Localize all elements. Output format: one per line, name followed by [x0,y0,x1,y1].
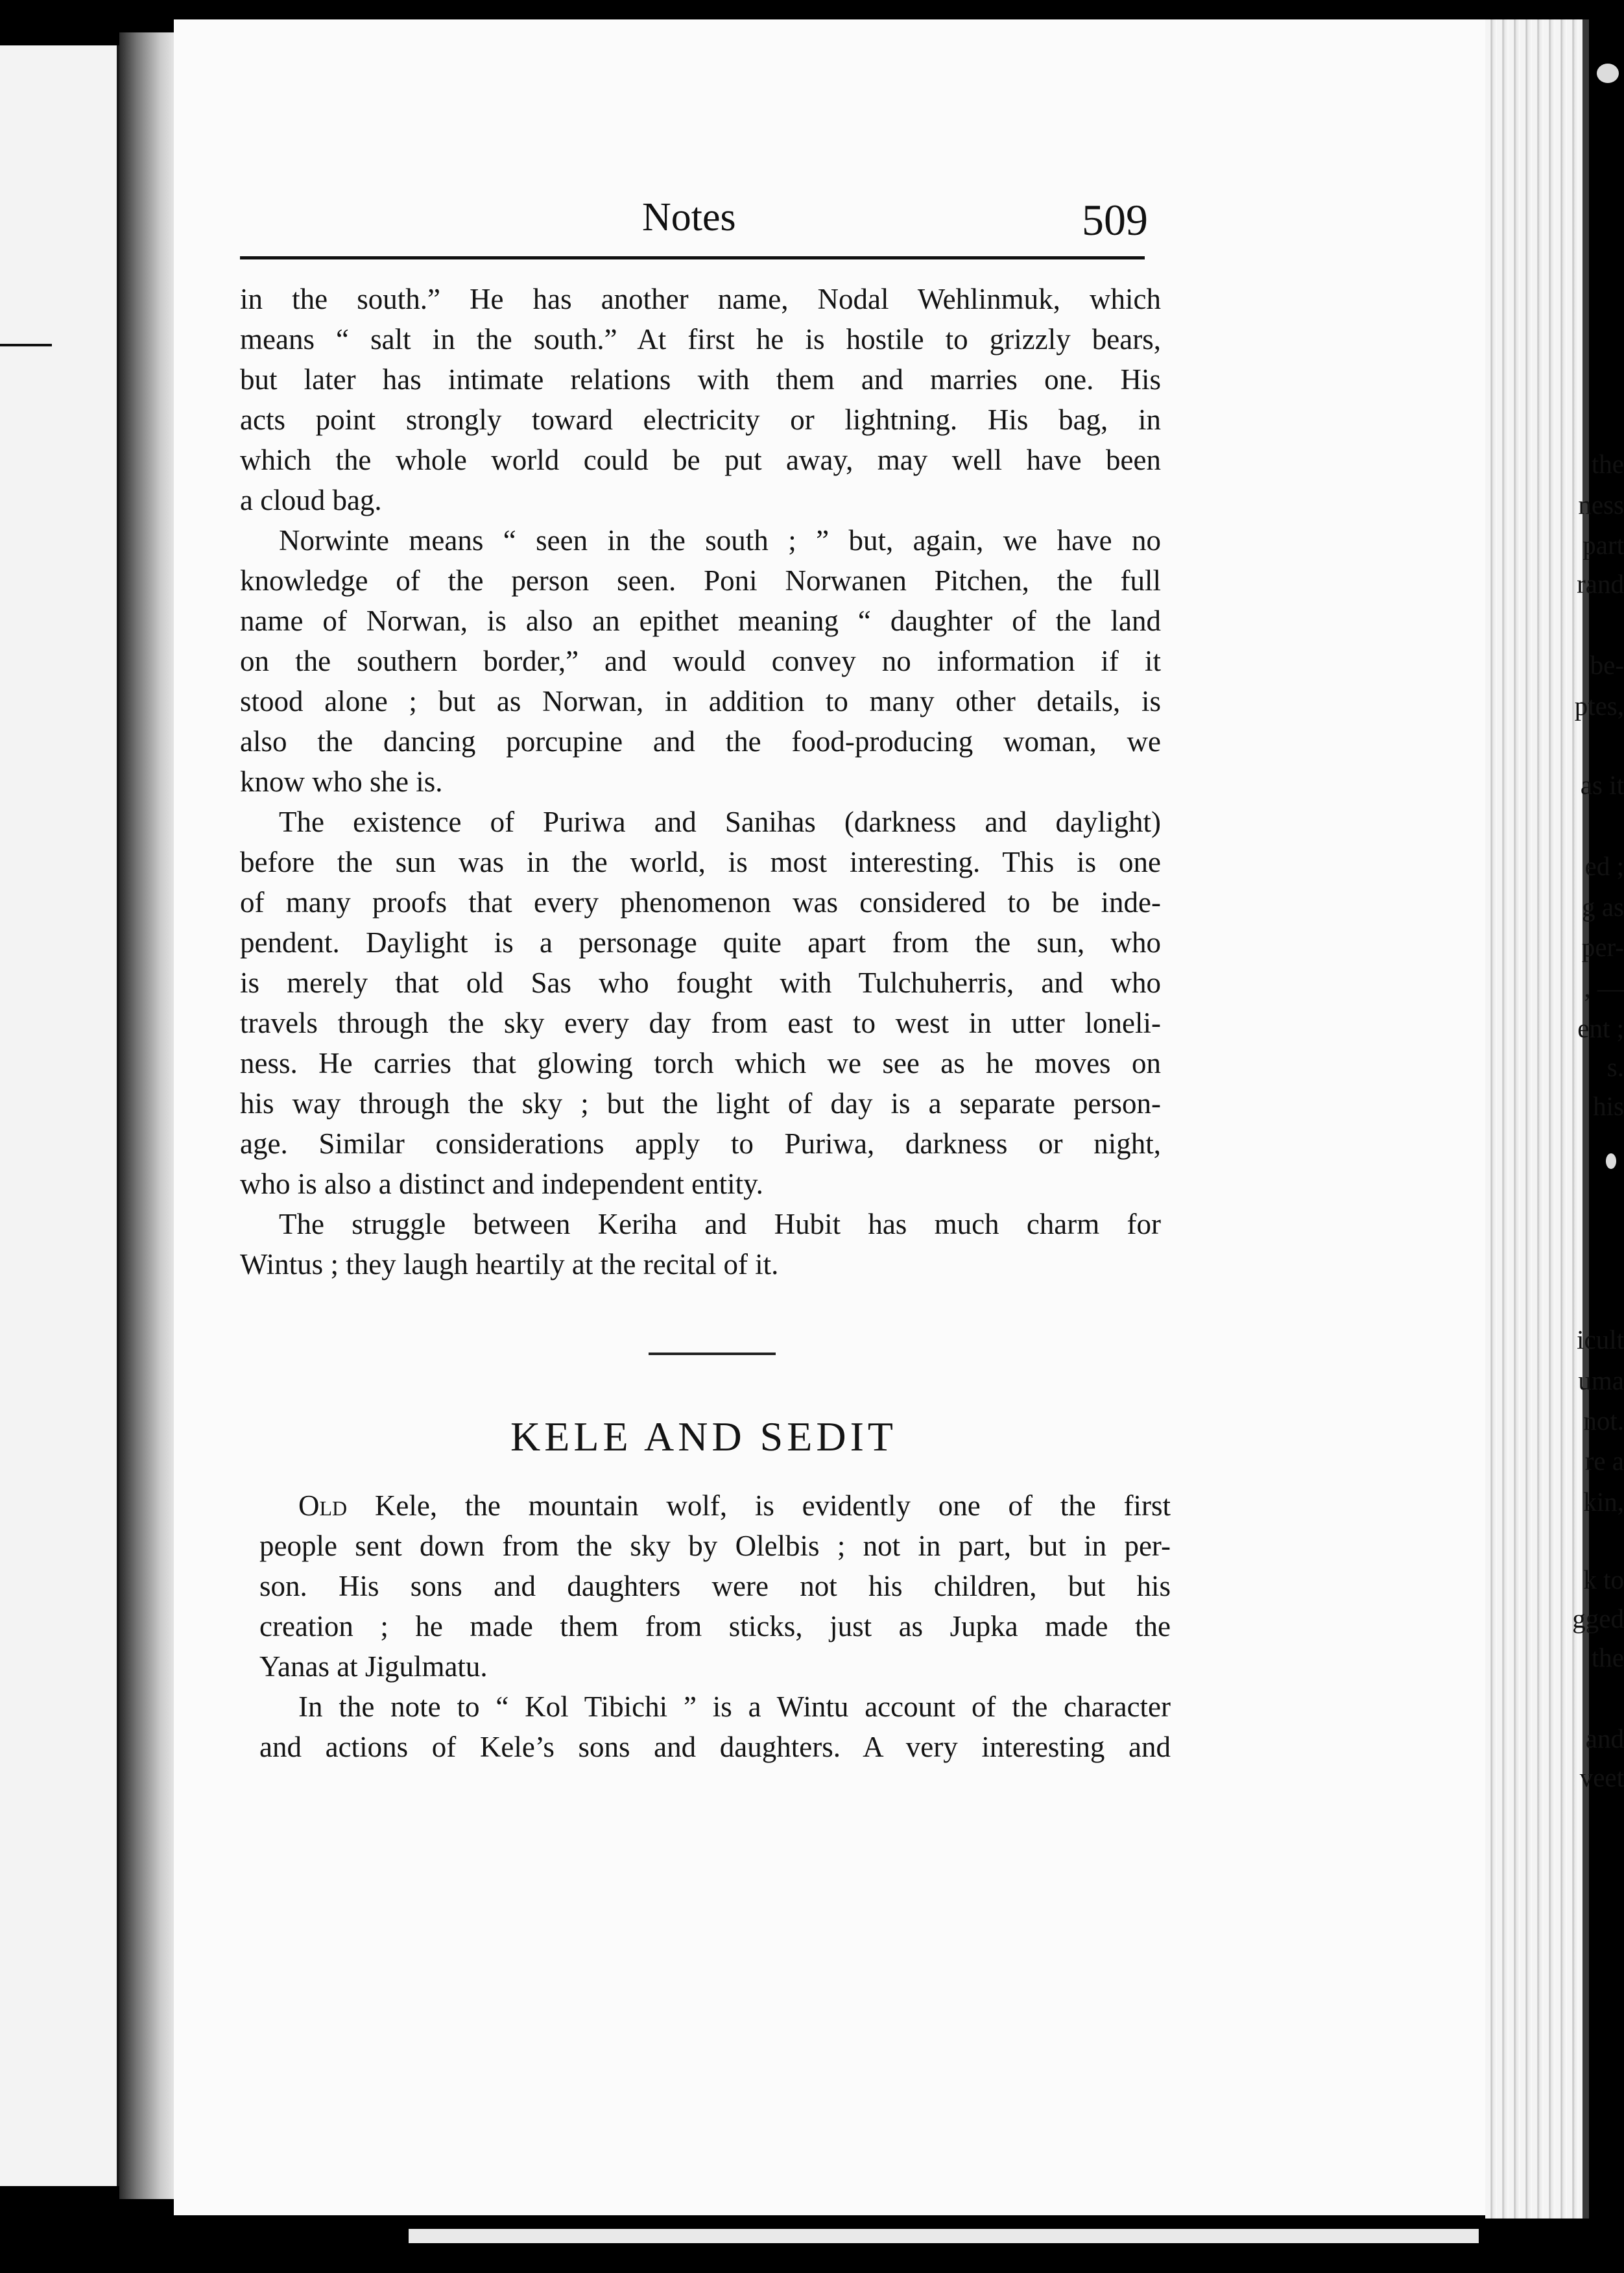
text-line: travels through the sky every day from east to west in utter loneli- [240,1007,1161,1039]
paragraph [240,1204,1161,1284]
bottom-page-edge [409,2229,1479,2243]
text-line: a cloud bag. [240,484,382,516]
text-line: son. His sons and daughters were not his children, but his [259,1570,1171,1602]
facing-page-fragment: uma [1578,1365,1624,1395]
facing-page-fragment: part [1582,530,1624,560]
text-line: before the sun was in the world, is most interesting. This is one [240,846,1161,878]
page-number: 509 [1082,195,1148,245]
smallcaps-lead: Old [298,1489,348,1522]
text-line: creation ; he made them from sticks, just as Jupka made the [259,1610,1171,1642]
text-line-rest: Kele, the mountain wolf, is evidently one of the first [347,1489,1171,1522]
facing-page-rule [0,344,52,346]
facing-page-fragment: re a [1584,1446,1624,1476]
text-line: means “ salt in the south.” At first he is hostile to grizzly bears, [240,323,1161,355]
facing-page-fragment: rand [1577,569,1624,599]
facing-page-fragment: ed ; [1584,851,1624,881]
facing-page-fragment: the [1591,1642,1624,1672]
facing-page-fragment: and [1585,1724,1624,1753]
facing-page-fragment: the [1591,449,1624,479]
facing-page-fragment: his [1593,1091,1624,1121]
text-line: which the whole world could be put away, may well have been [240,444,1161,476]
book-gutter [119,32,178,2199]
text-line: Norwinte means “ seen in the south ; ” but, again, we have no [279,524,1161,557]
facing-page-fragment: icult [1577,1325,1624,1354]
text-line: name of Norwan, is also an epithet meaning “ daughter of the land [240,605,1161,637]
text-line: know who she is. [240,765,443,798]
paragraph [240,279,1161,520]
text-line: The existence of Puriwa and Sanihas (darkness and daylight) [279,806,1161,838]
text-line: also the dancing porcupine and the food-producing woman, we [240,725,1161,758]
text-line: but later has intimate relations with them and marries one. His [240,363,1161,396]
section-title: KELE AND SEDIT [510,1413,897,1460]
text-line: in the south.” He has another name, Nodal Wehlinmuk, which [240,283,1161,315]
facing-page-fragment: be- [1590,650,1624,680]
section-divider [649,1353,776,1355]
text-line: is merely that old Sas who fought with Tulchuherris, and who [240,967,1161,999]
scan-speck [1606,1153,1616,1169]
paragraph [240,520,1161,802]
section-body [259,1485,1171,1767]
paragraph [240,802,1161,1204]
text-line: ness. He carries that glowing torch which we see as he moves on [240,1047,1161,1079]
facing-page-fragment: ptes, [1574,691,1624,721]
facing-page-fragment: s. [1606,1052,1624,1082]
text-line: Wintus ; they laugh heartily at the recital of it. [240,1248,779,1281]
header-rule [240,256,1145,259]
text-line: and actions of Kele’s sons and daughters. A very interesting and [259,1731,1171,1763]
scan-speck [1597,64,1619,83]
facing-page-fragment: ness [1578,490,1624,520]
text-line: knowledge of the person seen. Poni Norwanen Pitchen, the full [240,564,1161,597]
paragraph [259,1687,1171,1767]
text-line: In the note to “ Kol Tibichi ” is a Wintu account of the character [298,1690,1171,1723]
page-header [240,195,1148,266]
notes-body [240,279,1161,1284]
facing-page-fragment: kin, [1583,1487,1624,1517]
facing-page-fragment: , — [1584,973,1624,1003]
text-line: The struggle between Keriha and Hubit has much charm for [279,1208,1161,1240]
text-line: who is also a distinct and independent entity. [240,1168,763,1200]
text-line: age. Similar considerations apply to Puriwa, darkness or night, [240,1127,1161,1160]
text-line: people sent down from the sky by Olelbis ; not in part, but in per- [259,1530,1171,1562]
facing-page-fragment: g as [1582,892,1624,922]
text-line: stood alone ; but as Norwan, in addition to many other details, is [240,685,1161,717]
paragraph [259,1485,1171,1687]
text-line: acts point strongly toward electricity or lightning. His bag, in [240,403,1161,436]
text-line: Yanas at Jigulmatu. [259,1650,488,1683]
text-line: pendent. Daylight is a personage quite apart from the sun, who [240,926,1161,959]
text-line: of many proofs that every phenomenon was considered to be inde- [240,886,1161,919]
facing-page-fragment: per- [1581,932,1624,962]
facing-page-fragment: ent ; [1577,1013,1624,1043]
facing-page-fragment: gged [1572,1604,1624,1633]
facing-page [0,45,119,2186]
text-line: his way through the sky ; but the light of day is a separate person- [240,1087,1161,1120]
text-line: on the southern border,” and would convey no information if it [240,645,1161,677]
text-line [259,1485,1171,1526]
facing-page-fragment: as it [1580,770,1624,800]
facing-page-fragment: not. [1583,1406,1624,1436]
facing-page-fragment: veet [1579,1762,1624,1792]
facing-page-fragment: k to [1583,1565,1624,1594]
running-head: Notes [642,195,736,239]
